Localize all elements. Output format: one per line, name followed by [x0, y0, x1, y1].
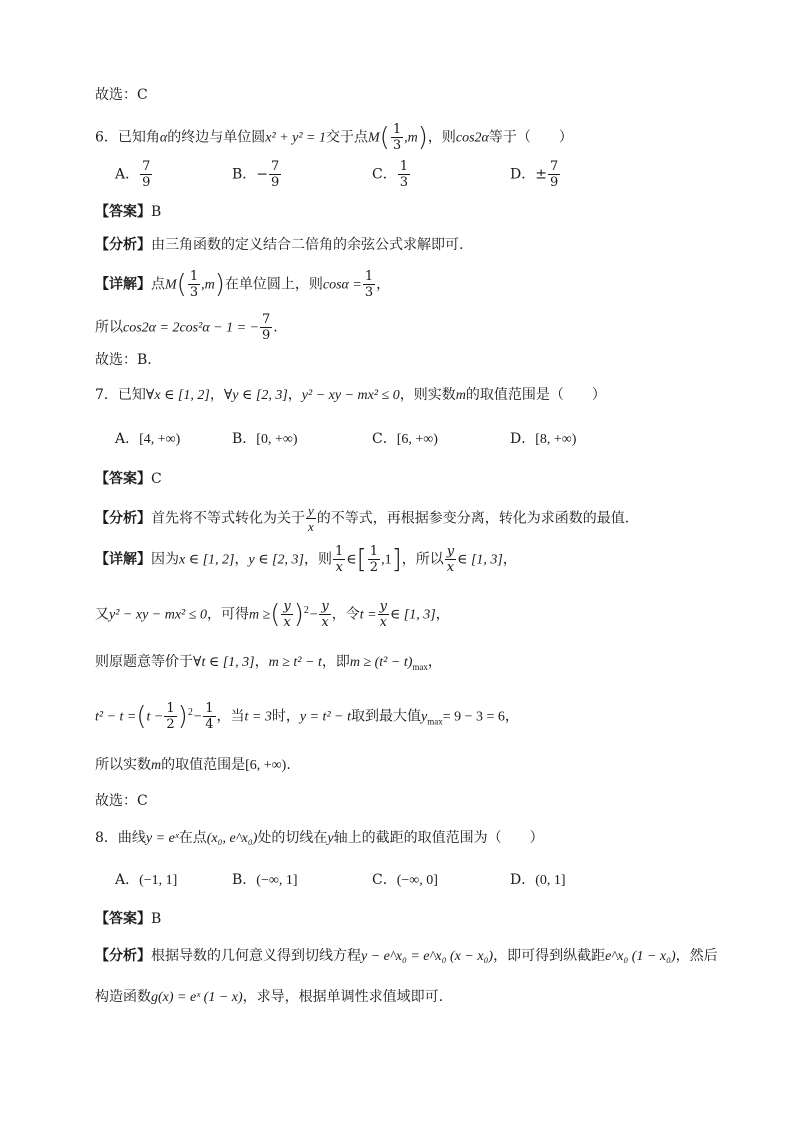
q8-answer: 【答案】B — [95, 911, 162, 927]
q7-option-c: C．[6, +∞) — [372, 431, 438, 447]
q6-option-a: A． $\frac{7}{9}$ — [115, 159, 151, 190]
q7-detail-1: 【详解】因为x ∈ [1, 2]，y ∈ [2, 3]，则 $\frac{1}{x}$ ∈[ $\frac{1}{2}$ ,1]，所以 $\frac{y}{x}$ ∈ [1, 3]， — [95, 544, 517, 575]
q7-option-d: D．[8, +∞) — [510, 431, 577, 447]
q7-option-b: B．[0, +∞) — [232, 431, 298, 447]
q6-stem: 6．已知角α的终边与单位圆x² + y² = 1交于点M( $\frac{1}{3}$ ,m)，则cos2α等于（ ） — [95, 122, 573, 153]
q8-option-b: B．(−∞, 1] — [232, 872, 298, 888]
q6-detail-2: 所以cos2α = 2cos²α − 1 = − $\frac{7}{9}$ . — [95, 312, 278, 343]
q7-detail-4: t² − t =(t − $\frac{1}{2}$ )$^2$− $\frac{1}{4}$ ，当t = 3时，y = t² − t取到最大值$y_{max}= 9 - 3 = 6$， — [95, 701, 519, 733]
q5-answer-line: 故选：C — [95, 87, 148, 103]
q7-detail-3: 则原题意等价于∀t ∈ [1, 3]，m ≥ t² − t，即$m \ge (t^2 - t)_{max}$， — [95, 654, 442, 672]
q6-answer: 【答案】B — [95, 204, 162, 220]
q6-option-b: B．− $\frac{7}{9}$ — [232, 159, 280, 190]
q7-final: 故选：C — [95, 793, 148, 809]
q6-option-d: D．± $\frac{7}{9}$ — [510, 159, 559, 190]
q6-final: 故选：B. — [95, 352, 152, 368]
q7-stem: 7．已知∀x ∈ [1, 2]，∀y ∈ [2, 3]，y² − xy − mx² ≤ 0，则实数m的取值范围是（ ） — [95, 387, 606, 403]
q7-answer: 【答案】C — [95, 471, 162, 487]
q8-analysis-2: 构造函数g(x) = eˣ (1 − x)，求导，根据单调性求值域即可. — [95, 989, 444, 1005]
q8-stem: 8．曲线y = eˣ在点(x₀, e^x₀)处的切线在y轴上的截距的取值范围为（ ） — [95, 830, 544, 846]
q7-option-a: A．[4, +∞) — [115, 431, 181, 447]
q8-option-c: C．(−∞, 0] — [372, 872, 438, 888]
q7-detail-5: 所以实数m的取值范围是[6, +∞). — [95, 757, 291, 773]
q7-analysis: 【分析】首先将不等式转化为关于 $\frac{y}{x}$ 的不等式，再根据参变分离，转化为求函数的最值. — [95, 503, 630, 534]
q6-detail-1: 【详解】点M( $\frac{1}{3}$ ,m)在单位圆上，则cosα = $\frac{1}{3}$ ， — [95, 269, 391, 300]
q8-option-a: A．(−1, 1] — [115, 872, 178, 888]
q8-option-d: D．(0, 1] — [510, 872, 566, 888]
q7-detail-2: 又y² − xy − mx² ≤ 0，可得m ≥( $\frac{y}{x}$ )$^2$− $\frac{y}{x}$ ，令t = $\frac{y}{x}$ ∈ [1, 3]， — [95, 599, 450, 631]
q6-analysis: 【分析】由三角函数的定义结合二倍角的余弦公式求解即可. — [95, 237, 464, 253]
q8-analysis-1: 【分析】根据导数的几何意义得到切线方程y − e^x₀ = e^x₀ (x − x₀)，即可得到纵截距e^x₀ (1 − x₀)，然后 — [95, 948, 718, 964]
q6-option-c: C． $\frac{1}{3}$ — [372, 159, 408, 190]
